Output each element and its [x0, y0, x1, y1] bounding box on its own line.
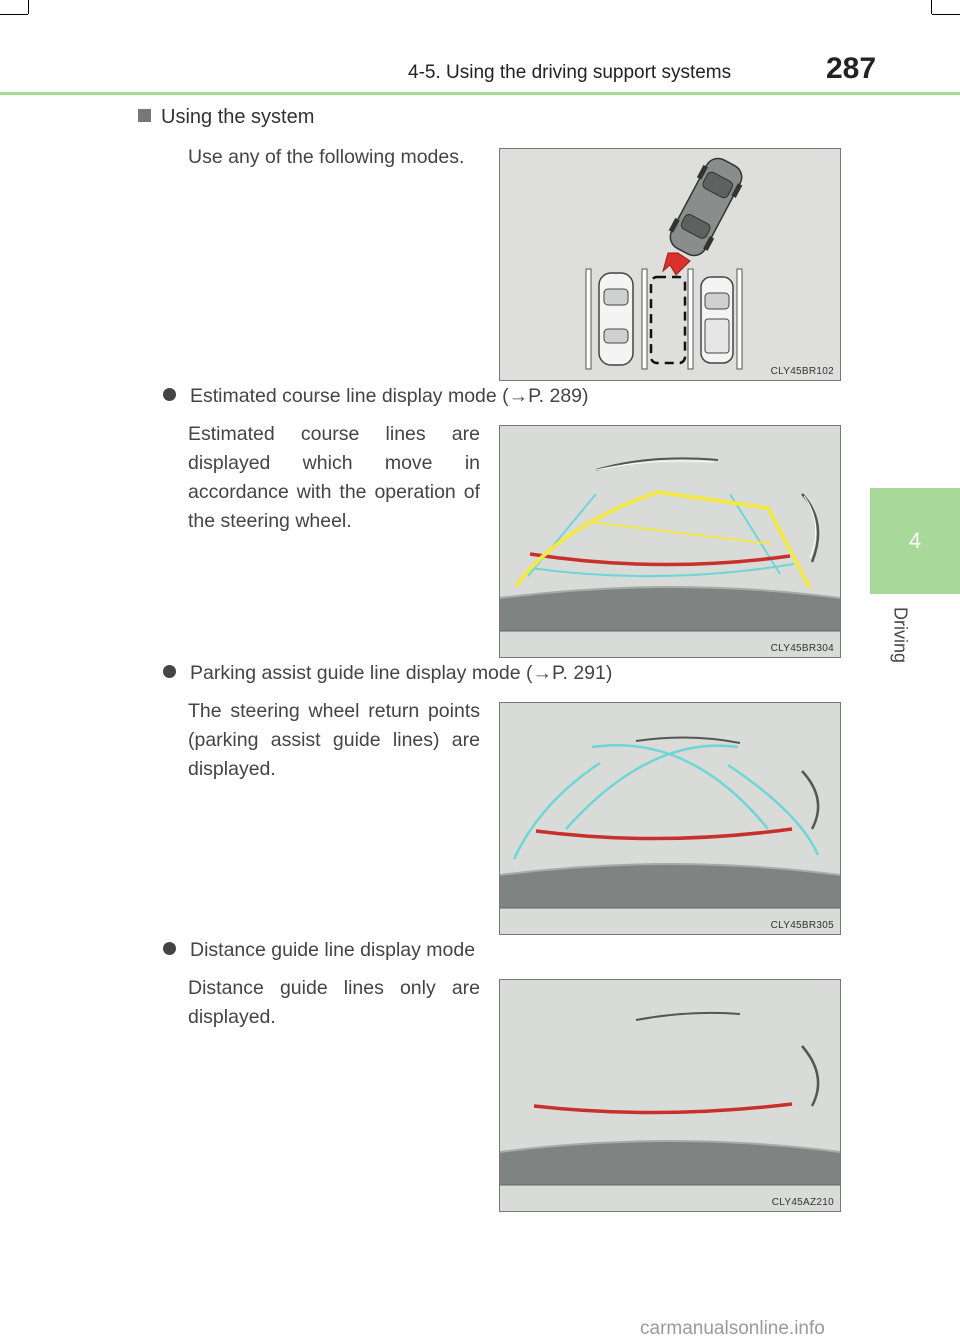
parking-assist-figure: [499, 702, 841, 935]
mode-2-title-text: Parking assist guide line display mode (→P. 291): [190, 662, 613, 684]
mode-1-title-text: Estimated course line display mode (→P. 289): [190, 385, 589, 407]
parking-overview-illustration: [500, 149, 840, 380]
camera-view-illustration: [500, 426, 840, 657]
figure-code: CLY45BR102: [770, 366, 834, 377]
header-rule: [0, 92, 960, 95]
mode-1-title: [163, 385, 589, 408]
section-title: 4-5. Using the driving support systems: [408, 62, 732, 83]
moving-car-icon: [663, 153, 749, 262]
subheading-text: Using the system: [161, 106, 315, 128]
parking-overview-figure: [499, 148, 841, 381]
parked-car-icon: [599, 273, 633, 365]
mode-1-description: Estimated course lines are displayed which move in accordance with the operation of the steering wheel.: [188, 423, 480, 532]
mode-2-description: The steering wheel return points (parking assist guide lines) are displayed.: [188, 700, 480, 780]
bullet-icon: [163, 388, 176, 401]
crop-mark: [931, 0, 932, 14]
watermark: carmanualsonline.info: [640, 1318, 825, 1339]
estimated-course-figure: [499, 425, 841, 658]
figure-code: CLY45BR304: [770, 643, 834, 654]
parked-car-icon: [701, 277, 733, 363]
chapter-name-text: Driving: [890, 606, 911, 664]
crop-mark: [0, 14, 28, 15]
figure-code: CLY45BR305: [770, 920, 834, 931]
distance-guide-figure: [499, 979, 841, 1212]
subheading: [138, 106, 314, 129]
mode-2-title: [163, 662, 612, 685]
camera-view-illustration: [500, 703, 840, 934]
camera-view-illustration: [500, 980, 840, 1211]
bullet-icon: [163, 942, 176, 955]
figure-code: CLY45AZ210: [771, 1197, 834, 1208]
mode-3-title: [163, 939, 475, 962]
crop-mark: [28, 0, 29, 14]
mode-3-title-text: Distance guide line display mode: [190, 939, 476, 961]
crop-mark: [932, 14, 960, 15]
chapter-name: [890, 600, 910, 670]
page-number: 287: [826, 52, 877, 85]
bullet-icon: [163, 665, 176, 678]
chapter-number: 4: [908, 528, 922, 553]
square-bullet-icon: [138, 109, 151, 122]
mode-3-description: Distance guide lines only are displayed.: [188, 977, 480, 1028]
intro-text: Use any of the following modes.: [188, 146, 465, 168]
